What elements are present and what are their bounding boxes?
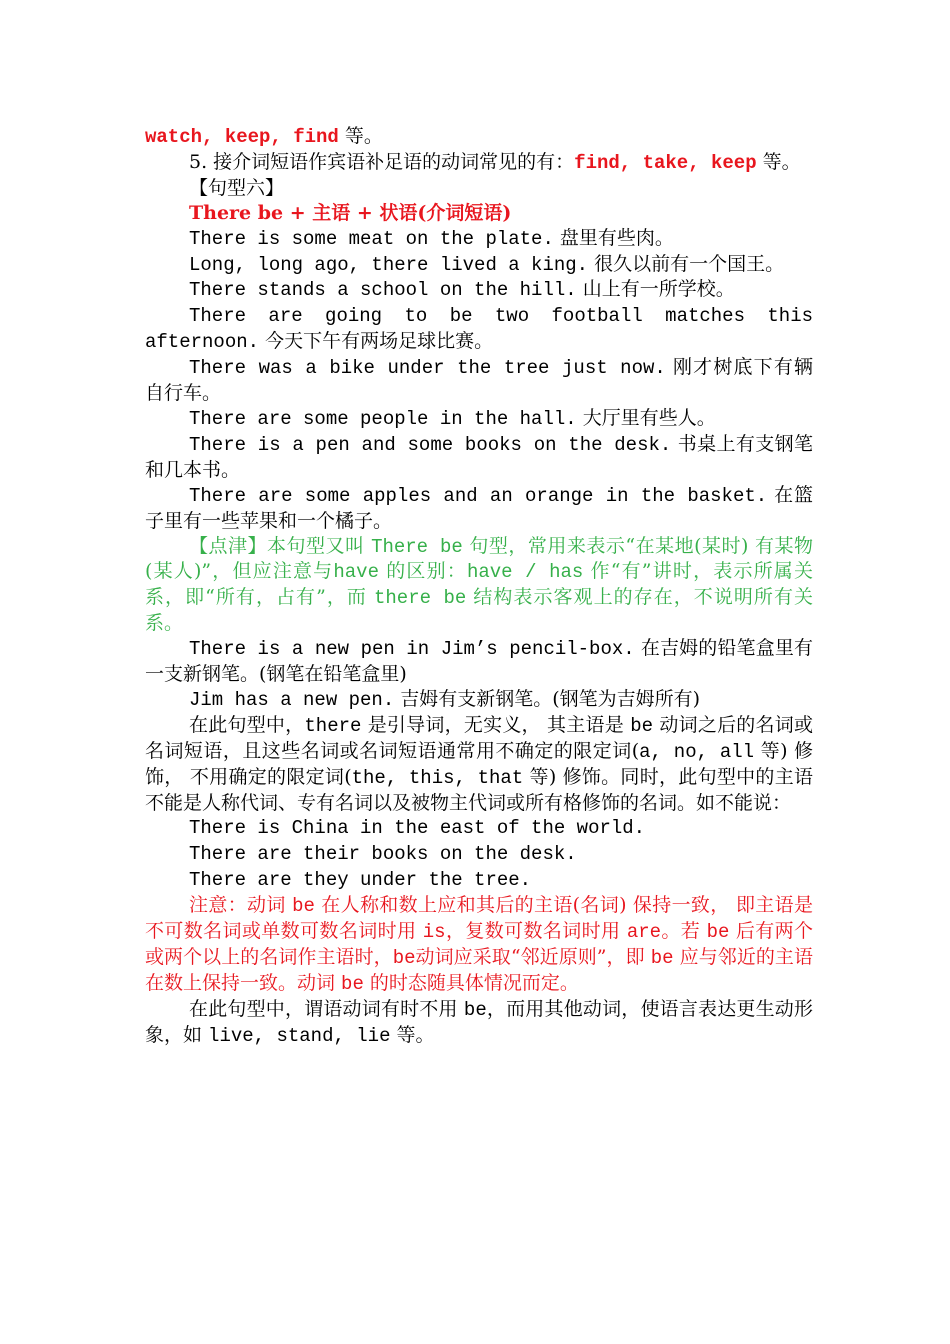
text-run: the, this, that bbox=[351, 766, 524, 789]
text-run: 后有两个或两个以上的名词作主语时， bbox=[145, 920, 814, 968]
text-run: 等) 修饰， 不用确定的限定词( bbox=[145, 739, 813, 788]
paragraph bbox=[145, 355, 813, 406]
text-run: ，而用其他动词，使语言表达更生动形象，如 bbox=[145, 997, 813, 1046]
text-run: 结构表示客观上的存在，不说明所有关系。 bbox=[145, 586, 814, 635]
text-run: 在此句型中，谓语动词有时不用 bbox=[189, 997, 464, 1020]
text-run: be bbox=[392, 947, 416, 969]
text-run: 在吉姆的铅笔盒里有一支新钢笔。(钢笔在铅笔盒里) bbox=[145, 637, 813, 686]
text-run: 盘里有些肉。 bbox=[553, 226, 674, 249]
text-run: Jim has a new pen. bbox=[189, 688, 395, 711]
text-run: a, no, all bbox=[639, 740, 755, 763]
text-run: be bbox=[292, 895, 315, 918]
text-run: 是引导词，无实义， 其主语是 bbox=[361, 713, 631, 736]
text-run: There be + 主语 + 状语(介词短语) bbox=[189, 201, 512, 224]
text-run: ，复数可数名词时用 bbox=[445, 920, 627, 943]
text-run: be bbox=[706, 921, 730, 944]
text-run: 很久以前有一个国王。 bbox=[588, 252, 785, 275]
text-run: live, stand, lie bbox=[208, 1024, 391, 1047]
text-run: 刚才树底下有辆自行车。 bbox=[145, 356, 813, 405]
text-run: 山上有一所学校。 bbox=[576, 278, 735, 301]
text-run: is bbox=[422, 921, 446, 944]
text-run: have bbox=[333, 561, 379, 584]
text-run: 应与邻近的主语在数上保持一致。动词 bbox=[145, 946, 813, 994]
text-run: 书桌上有支钢笔和几本书。 bbox=[145, 432, 813, 481]
paragraph bbox=[145, 226, 813, 252]
paragraph bbox=[145, 252, 813, 278]
paragraph bbox=[145, 432, 813, 483]
paragraph bbox=[145, 176, 813, 201]
text-run: There is China in the east of the world. bbox=[189, 817, 646, 840]
text-run: There is a new pen in Jim’s pencil-box. bbox=[189, 638, 635, 661]
text-run: 【句型六】 bbox=[189, 176, 285, 199]
document-page bbox=[145, 124, 813, 1049]
text-run: There is a pen and some books on the desk. bbox=[189, 433, 672, 456]
paragraph bbox=[145, 150, 813, 176]
text-run: 今天下午有两场足球比赛。 bbox=[259, 330, 494, 353]
text-run: be bbox=[630, 714, 654, 737]
text-run: be bbox=[341, 972, 364, 995]
text-run: 吉姆有支新钢笔。(钢笔为吉姆所有) bbox=[394, 687, 701, 710]
text-run: 等。 bbox=[338, 125, 383, 147]
text-run: 的时态随具体情况而定。 bbox=[363, 971, 579, 994]
paragraph bbox=[145, 636, 813, 687]
paragraph bbox=[145, 124, 813, 150]
text-run: Long, long ago, there lived a king. bbox=[189, 253, 589, 276]
paragraph bbox=[145, 713, 813, 816]
text-run: be bbox=[650, 947, 674, 969]
text-run: there bbox=[304, 714, 362, 737]
text-run: 在此句型中， bbox=[189, 713, 305, 736]
paragraph bbox=[145, 534, 813, 637]
text-run: 等。 bbox=[390, 1023, 435, 1046]
paragraph bbox=[145, 277, 813, 303]
text-run: 。若 bbox=[661, 920, 707, 943]
paragraph bbox=[145, 483, 813, 534]
text-run: There are their books on the desk. bbox=[189, 843, 577, 866]
text-run: 的区别： bbox=[378, 560, 467, 583]
text-run: be bbox=[463, 998, 487, 1021]
paragraph bbox=[145, 841, 813, 867]
text-run: 等。 bbox=[756, 150, 801, 173]
text-run: 注意：动词 bbox=[189, 894, 293, 917]
text-run: have / has bbox=[466, 561, 584, 584]
text-run: 动词之后的名词或名词短语，且这些名词或名词短语通常用不确定的限定词( bbox=[145, 713, 813, 762]
text-run: There are they under the tree. bbox=[189, 869, 532, 892]
text-run: 5. 接介词短语作宾语补足语的动词常见的有： bbox=[189, 150, 575, 173]
text-run: are bbox=[626, 921, 662, 944]
text-run: 作“有”讲时，表示所属关系，即“所有，占有”，而 bbox=[145, 560, 813, 609]
paragraph bbox=[145, 893, 813, 997]
paragraph bbox=[145, 303, 813, 355]
paragraph bbox=[145, 201, 813, 226]
text-run: There be bbox=[371, 535, 463, 558]
text-run: There are some apples and an orange in the basket. bbox=[189, 484, 768, 507]
paragraph bbox=[145, 687, 813, 713]
text-run: 【点津】本句型又叫 bbox=[189, 534, 372, 557]
text-run: 大厅里有些人。 bbox=[576, 406, 716, 429]
text-run: There are going to be two football matches this afternoon. bbox=[145, 305, 813, 354]
text-run: There was a bike under the tree just now. bbox=[189, 357, 666, 380]
text-run: 句型，常用来表示“在某地(某时) 有某物(某人)”，但应注意与 bbox=[145, 534, 813, 583]
text-run: find, take, keep bbox=[574, 151, 757, 174]
text-run: 动词应采取“邻近原则”，即 bbox=[415, 946, 651, 968]
text-run: There is some meat on the plate. bbox=[189, 227, 554, 250]
paragraph bbox=[145, 867, 813, 893]
paragraph bbox=[145, 997, 813, 1049]
text-run: 等) 修饰。同时，此句型中的主语不能是人称代词、专有名词以及被物主代词或所有格修饰的名词。如不能说： bbox=[145, 765, 814, 814]
text-run: There are some people in the hall. bbox=[189, 407, 577, 430]
text-run: 在人称和数上应和其后的主语(名词) 保持一致， 即主语是不可数名词或单数可数名词时用 bbox=[145, 894, 813, 943]
paragraph bbox=[145, 815, 813, 841]
paragraph bbox=[145, 406, 813, 432]
text-run: watch, keep, find bbox=[145, 126, 339, 148]
text-run: there be bbox=[374, 587, 467, 610]
text-run: There stands a school on the hill. bbox=[189, 279, 577, 302]
text-run: 在篮子里有一些苹果和一个橘子。 bbox=[145, 483, 814, 532]
